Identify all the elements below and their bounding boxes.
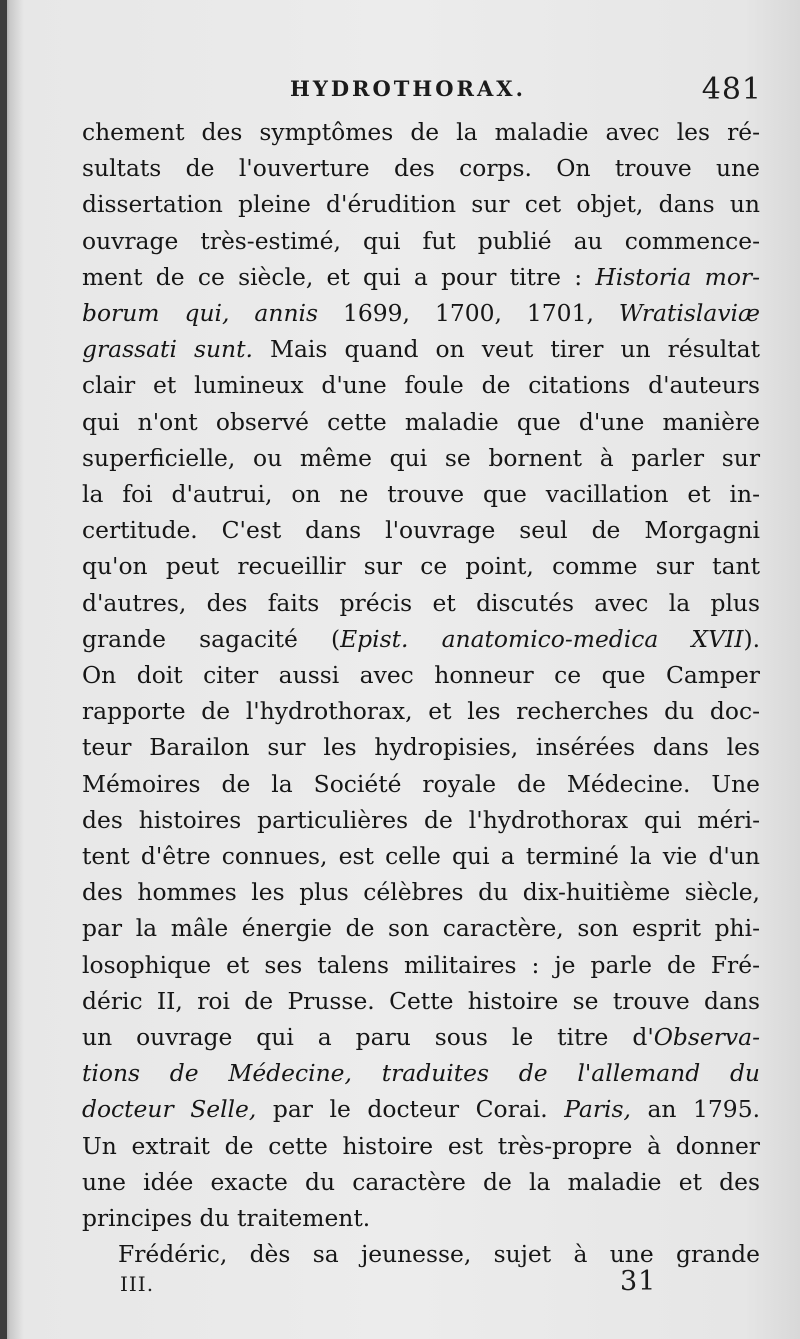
- text-line: ment de ce siècle, et qui a pour titre : Historia mor-: [82, 262, 760, 291]
- text-line: Un extrait de cette histoire est très-propre à donner: [82, 1131, 760, 1160]
- text-line: tions de Médecine, traduites de l'allemand du: [82, 1059, 760, 1088]
- text-line: grassati sunt. Mais quand on veut tirer un résultat: [82, 335, 760, 364]
- page-number: 481: [701, 72, 762, 107]
- text-line: dissertation pleine d'érudition sur cet objet, dans un: [82, 190, 760, 219]
- text-line: par la mâle énergie de son caractère, son esprit phi-: [82, 914, 760, 943]
- text-line: ouvrage très-estimé, qui fut publié au commence-: [82, 226, 760, 255]
- text-line: On doit citer aussi avec honneur ce que Camper: [82, 661, 760, 690]
- text-line: déric II, roi de Prusse. Cette histoire se trouve dans: [82, 986, 760, 1015]
- text-line: certitude. C'est dans l'ouvrage seul de Morgagni: [82, 516, 760, 545]
- text-line: sultats de l'ouverture des corps. On trouve une: [82, 154, 760, 183]
- text-line: losophique et ses talens militaires : je parle de Fré-: [82, 950, 760, 979]
- text-line: rapporte de l'hydrothorax, et les recherches du doc-: [82, 697, 760, 726]
- text-line: clair et lumineux d'une foule de citations d'auteurs: [82, 371, 760, 400]
- text-line: Frédéric, dès sa jeunesse, sujet à une grande: [118, 1240, 760, 1269]
- text-line: Mémoires de la Société royale de Médecine. Une: [82, 769, 760, 798]
- text-line: d'autres, des faits précis et discutés avec la plus: [82, 588, 760, 617]
- sheet-number: 31: [620, 1266, 657, 1297]
- text-line: qu'on peut recueillir sur ce point, comme sur tant: [82, 552, 760, 581]
- text-line: chement des symptômes de la maladie avec les ré-: [82, 118, 760, 146]
- text-line: tent d'être connues, est celle qui a terminé la vie d'un: [82, 842, 760, 871]
- page-footer: [0, 1266, 800, 1306]
- page-header: [0, 72, 800, 112]
- text-line: qui n'ont observé cette maladie que d'une manière: [82, 407, 760, 436]
- page-gutter-shadow: [0, 0, 7, 1339]
- text-line: une idée exacte du caractère de la maladie et des: [82, 1167, 760, 1196]
- text-line: des hommes les plus célèbres du dix-huitième siècle,: [82, 878, 760, 907]
- text-line: docteur Selle, par le docteur Corai. Paris, an 1795.: [82, 1095, 761, 1124]
- text-line: un ouvrage qui a paru sous le titre d'Observa-: [82, 1023, 760, 1052]
- text-line: borum qui, annis 1699, 1700, 1701, Wratislaviæ: [82, 299, 760, 328]
- text-line: superficielle, ou même qui se bornent à parler sur: [82, 443, 760, 472]
- text-line: des histoires particulières de l'hydrothorax qui méri-: [82, 805, 760, 834]
- running-title: HYDROTHORAX.: [290, 76, 526, 101]
- text-line: principes du traitement.: [82, 1204, 371, 1233]
- signature-mark: III.: [120, 1272, 155, 1296]
- body-text: [82, 114, 760, 1273]
- text-line: grande sagacité (Epist. anatomico-medica XVII).: [82, 624, 761, 653]
- text-line: la foi d'autrui, on ne trouve que vacillation et in-: [82, 480, 760, 509]
- text-line: teur Barailon sur les hydropisies, insérées dans les: [82, 733, 760, 762]
